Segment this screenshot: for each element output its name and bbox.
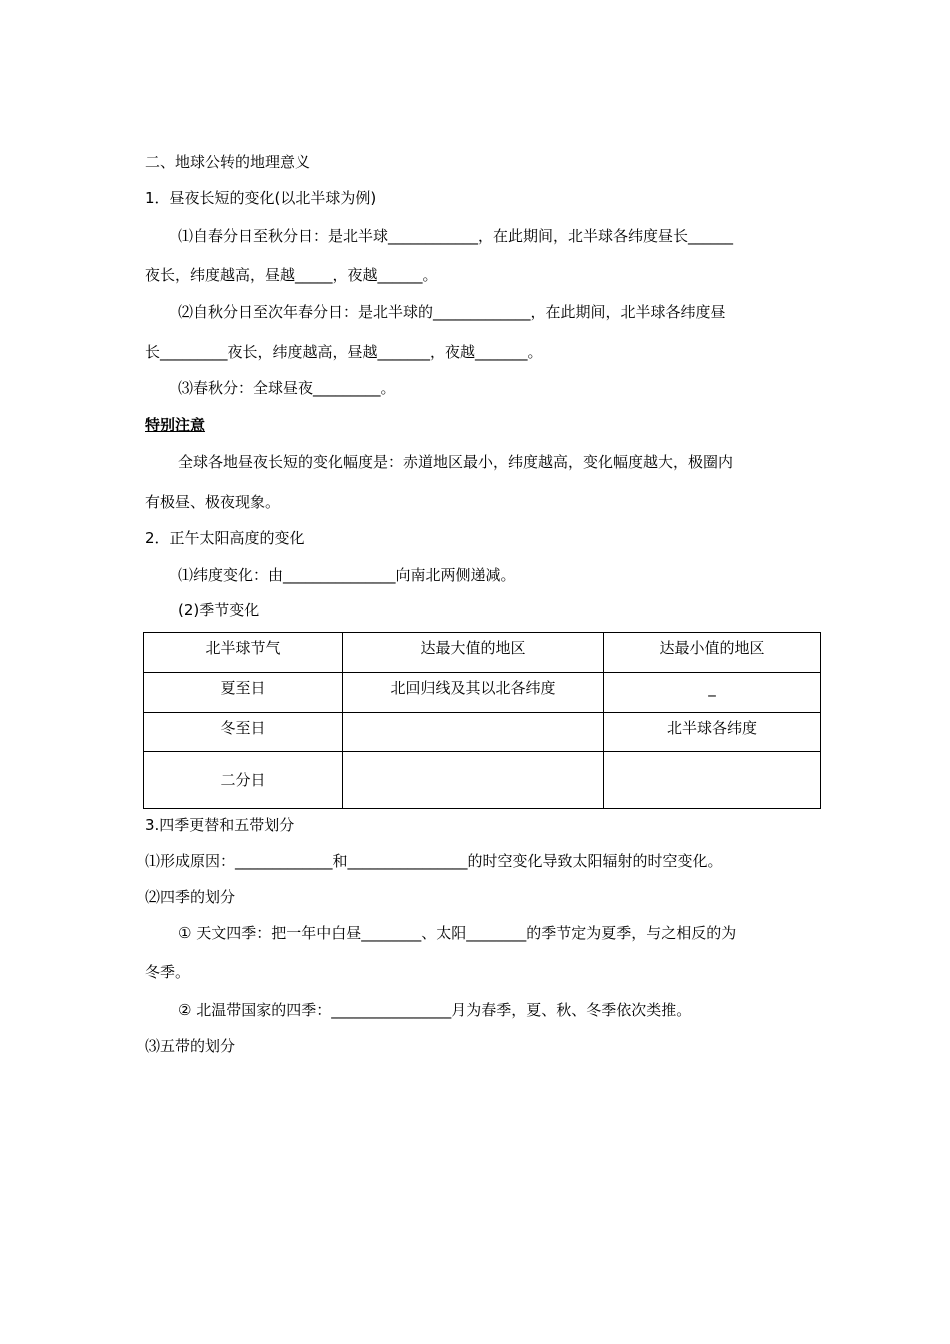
paragraph-autumn-spring: ⑵自秋分日至次年春分日：是北半球的_____________，在此期间，北半球各纬度昼	[178, 303, 726, 321]
table-cell	[604, 752, 821, 809]
table-row	[144, 752, 821, 809]
subsection-title-seasons-zones: 3.四季更替和五带划分	[145, 816, 295, 834]
paragraph-astronomical-seasons: ① 天文四季：把一年中白昼________、太阳________的季节定为夏季，与之相反的为	[178, 924, 737, 942]
table-cell	[343, 713, 604, 752]
paragraph-equinox: ⑶春秋分：全球昼夜_________。	[178, 379, 396, 397]
paragraph-astronomical-seasons-cont: 冬季。	[145, 963, 191, 981]
paragraph-spring-autumn-cont: 夜长，纬度越高，昼越_____，夜越______。	[145, 266, 438, 284]
paragraph-causes: ⑴形成原因：_____________和________________的时空变化导致太阳辐射的时空变化。	[145, 852, 723, 870]
table-cell: 北回归线及其以北各纬度	[343, 673, 604, 713]
table-row	[144, 673, 821, 713]
paragraph-autumn-spring-cont: 长_________夜长，纬度越高，昼越_______，夜越_______。	[145, 343, 543, 361]
table-cell: 北半球各纬度	[604, 713, 821, 752]
table-row	[144, 713, 821, 752]
table-cell	[343, 752, 604, 809]
note-paragraph: 全球各地昼夜长短的变化幅度是：赤道地区最小，纬度越高，变化幅度越大，极圈内	[178, 453, 734, 471]
note-paragraph-cont: 有极昼、极夜现象。	[145, 493, 281, 511]
table-header-cell: 达最小值的地区	[604, 633, 821, 673]
solar-altitude-table	[143, 632, 821, 809]
section-title: 二、地球公转的地理意义	[145, 153, 311, 171]
paragraph-seasonal-change: (2)季节变化	[178, 601, 260, 619]
table-header-cell: 达最大值的地区	[343, 633, 604, 673]
table-cell: 冬至日	[144, 713, 343, 752]
table-cell: 二分日	[144, 752, 343, 809]
subsection-title-day-night: 1．昼夜长短的变化(以北半球为例)	[145, 189, 377, 207]
paragraph-season-division: ⑵四季的划分	[145, 888, 236, 906]
table-header-cell: 北半球节气	[144, 633, 343, 673]
paragraph-temperate-seasons: ② 北温带国家的四季：________________月为春季，夏、秋、冬季依次类推。	[178, 1001, 692, 1019]
paragraph-spring-autumn: ⑴自春分日至秋分日：是北半球____________，在此期间，北半球各纬度昼长______	[178, 227, 734, 245]
paragraph-latitude-change: ⑴纬度变化：由_______________向南北两侧递减。	[178, 566, 516, 584]
table-cell: 夏至日	[144, 673, 343, 713]
subsection-title-sun-altitude: 2．正午太阳高度的变化	[145, 529, 305, 547]
table-cell: _	[604, 673, 821, 713]
note-heading: 特别注意	[145, 416, 206, 434]
table-header-row	[144, 633, 821, 673]
paragraph-five-zones: ⑶五带的划分	[145, 1037, 236, 1055]
